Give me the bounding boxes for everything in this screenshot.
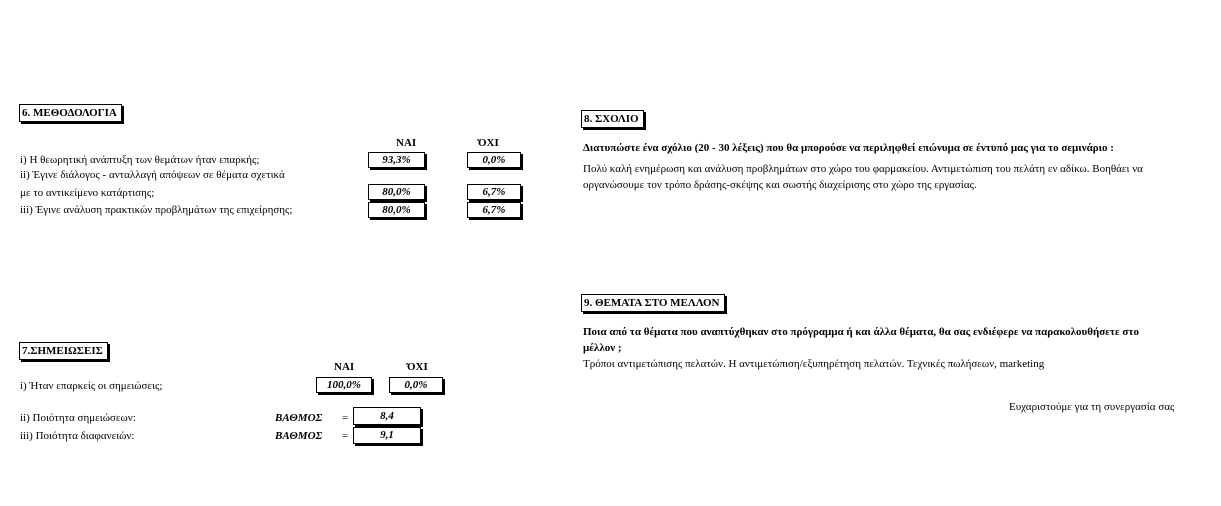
s7-q3-equals: = [342, 430, 349, 442]
s7-q3-grade-label: ΒΑΘΜΟΣ [275, 430, 323, 442]
section-8-title: 8. ΣΧΟΛΙΟ [581, 110, 644, 128]
s7-q1-yes-value: 100,0% [316, 377, 372, 393]
s7-q2-label: ii) Ποιότητα σημειώσεων: [20, 412, 136, 424]
s7-yes-header: ΝΑΙ [334, 361, 355, 373]
s7-q2-grade-label: ΒΑΘΜΟΣ [275, 412, 323, 424]
section-7-title: 7.ΣΗΜΕΙΩΣΕΙΣ [19, 342, 108, 360]
s6-q2-label-line2: με το αντικείμενο κατάρτισης; [20, 187, 155, 199]
section-6-title: 6. ΜΕΘΟΔΟΛΟΓΙΑ [19, 104, 122, 122]
s7-q2-equals: = [342, 412, 349, 424]
s9-prompt: Ποια από τα θέματα που αναπτύχθηκαν στο πρόγραμμα ή και άλλα θέματα, θα σας ενδιέφερε να παρακολουθήσετε στο μέλλον ; [583, 326, 1139, 354]
s6-yes-header: ΝΑΙ [396, 137, 417, 149]
s7-no-header: ΌΧΙ [407, 361, 428, 373]
section-9-title: 9. ΘΕΜΑΤΑ ΣΤΟ ΜΕΛΛΟΝ [581, 294, 725, 312]
s6-no-header: ΌΧΙ [478, 137, 499, 149]
s7-q3-grade-value: 9,1 [353, 427, 421, 444]
s7-q1-label: i) Ήταν επαρκείς οι σημειώσεις; [20, 380, 163, 392]
s8-prompt: Διατυπώστε ένα σχόλιο (20 - 30 λέξεις) που θα μπορούσε να περιληφθεί επώνυμα σε έντυπό μας για το σεμινάριο : [583, 142, 1114, 154]
s6-q1-no-value: 0,0% [467, 152, 521, 168]
s7-q1-no-value: 0,0% [389, 377, 443, 393]
s6-q3-no-value: 6,7% [467, 202, 521, 218]
s6-q2-label-line1: ii) Έγινε διάλογος - ανταλλαγή απόψεων σε θέματα σχετικά [20, 169, 285, 181]
s7-q2-grade-value: 8,4 [353, 407, 421, 425]
s6-q1-label: i) Η θεωρητική ανάπτυξη των θεμάτων ήταν επαρκής; [20, 154, 260, 166]
s6-q2-no-value: 6,7% [467, 184, 521, 200]
s7-q3-label: iii) Ποιότητα διαφανειών: [20, 430, 135, 442]
s6-q2-yes-value: 80,0% [368, 184, 425, 200]
thanks-note: Ευχαριστούμε για τη συνεργασία σας [1009, 401, 1175, 413]
s8-answer: Πολύ καλή ενημέρωση και ανάλυση προβλημάτων στο χώρο του φαρμακείου. Αντιμετώπιση του πελάτη εν αδίκω. Βοηθάει να οργανώσουμε τον τρόπο δράσης-σκέψης και σωστής διαχείρισης στο χώρο της εργασίας. [583, 163, 1143, 191]
s6-q3-label: iii) Έγινε ανάλυση πρακτικών προβλημάτων της επιχείρησης; [20, 204, 293, 216]
s6-q3-yes-value: 80,0% [368, 202, 425, 218]
s6-q1-yes-value: 93,3% [368, 152, 425, 168]
s9-answer: Τρόποι αντιμετώπισης πελατών. Η αντιμετώπιση/εξυπηρέτηση πελατών. Τεχνικές πωλήσεων, marketing [583, 358, 1045, 370]
